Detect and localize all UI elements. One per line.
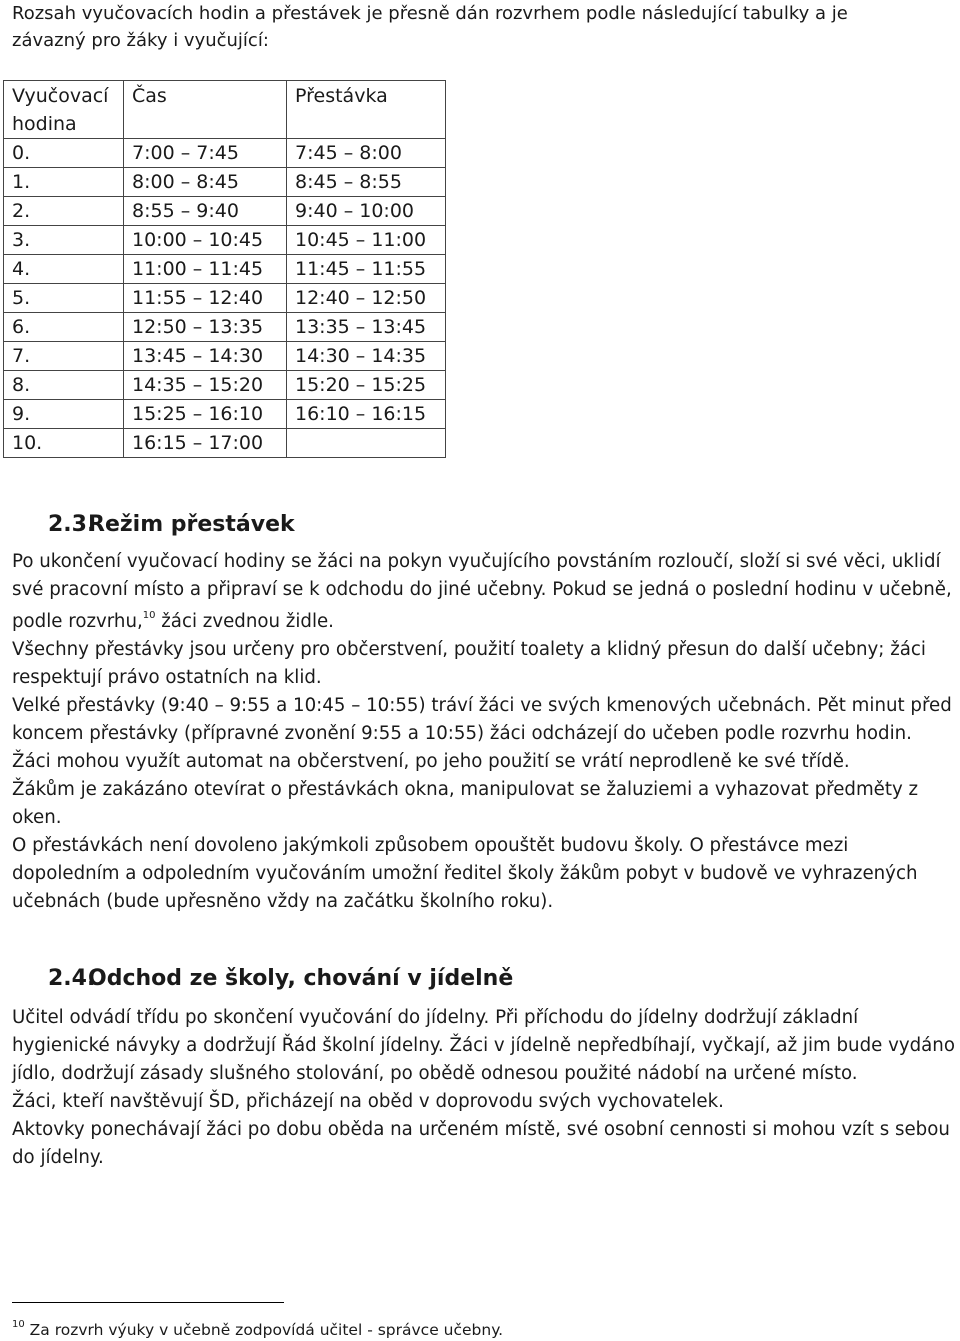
paragraph — [12, 548, 958, 636]
schedule-table — [3, 80, 446, 458]
cell-break: 8:45 – 8:55 — [287, 168, 446, 197]
table-row — [4, 284, 446, 313]
cell-lesson: 9. — [4, 400, 124, 429]
cell-break: 11:45 – 11:55 — [287, 255, 446, 284]
paragraph: Žáci mohou využít automat na občerstvení, po jeho použití se vrátí neprodleně ke své třídě. — [12, 751, 850, 773]
cell-break: 9:40 – 10:00 — [287, 197, 446, 226]
cell-time: 16:15 – 17:00 — [124, 429, 287, 458]
cell-time: 14:35 – 15:20 — [124, 371, 287, 400]
cell-break: 13:35 – 13:45 — [287, 313, 446, 342]
cell-lesson: 5. — [4, 284, 124, 313]
cell-lesson: 6. — [4, 313, 124, 342]
cell-time: 15:25 – 16:10 — [124, 400, 287, 429]
cell-time: 12:50 – 13:35 — [124, 313, 287, 342]
cell-lesson: 1. — [4, 168, 124, 197]
table-row — [4, 255, 446, 284]
header-time: Čas — [124, 81, 287, 139]
table-row — [4, 429, 446, 458]
cell-lesson: 2. — [4, 197, 124, 226]
cell-lesson: 4. — [4, 255, 124, 284]
footnote — [12, 1316, 503, 1341]
paragraph: Všechny přestávky jsou určeny pro občerstvení, použití toalety a klidný přesun do další učebny; žáci respektují právo ostatních na klid. — [12, 639, 926, 689]
paragraph: Žáci, kteří navštěvují ŠD, přicházejí na oběd v doprovodu svých vychovatelek. — [12, 1091, 724, 1112]
cell-break: 14:30 – 14:35 — [287, 342, 446, 371]
section-2-3-body — [12, 548, 958, 916]
section-heading-2-4 — [48, 966, 513, 991]
cell-time: 8:55 – 9:40 — [124, 197, 287, 226]
intro-text: Rozsah vyučovacích hodin a přestávek je přesně dán rozvrhem podle následující tabulky a je závazný pro žáky i vyučující: — [12, 3, 848, 51]
section-2-4-body — [12, 1004, 958, 1172]
cell-lesson: 3. — [4, 226, 124, 255]
table-row — [4, 313, 446, 342]
footnote-number: 10 — [12, 1319, 25, 1330]
cell-lesson: 7. — [4, 342, 124, 371]
paragraph-text: Po ukončení vyučovací hodiny se žáci na pokyn vyučujícího povstáním rozloučí, složí si své věci, uklidí své pracovní místo a připraví se k odchodu do jiné učebny. Pokud se jedná o poslední hodinu v učebně, podle rozvrhu, — [12, 551, 952, 633]
cell-break: 10:45 – 11:00 — [287, 226, 446, 255]
cell-time: 8:00 – 8:45 — [124, 168, 287, 197]
footnote-divider — [12, 1302, 284, 1303]
paragraph-text: žáci zvednou židle. — [155, 611, 334, 633]
cell-lesson: 8. — [4, 371, 124, 400]
cell-break: 12:40 – 12:50 — [287, 284, 446, 313]
paragraph: Žákům je zakázáno otevírat o přestávkách okna, manipulovat se žaluziemi a vyhazovat předměty z oken. — [12, 779, 919, 829]
paragraph: Aktovky ponechávají žáci po dobu oběda na určeném místě, své osobní cennosti si mohou vzít s sebou do jídelny. — [12, 1119, 950, 1168]
header-break: Přestávka — [287, 81, 446, 139]
footnote-text: Za rozvrh výuky v učebně zodpovídá učitel - správce učebny. — [24, 1321, 504, 1340]
table-row — [4, 400, 446, 429]
cell-break: 16:10 – 16:15 — [287, 400, 446, 429]
cell-break: 7:45 – 8:00 — [287, 139, 446, 168]
section-number: 2.4. — [48, 966, 96, 991]
header-lesson: Vyučovací hodina — [4, 81, 124, 139]
cell-time: 13:45 – 14:30 — [124, 342, 287, 371]
table-row — [4, 342, 446, 371]
paragraph: O přestávkách není dovoleno jakýmkoli způsobem opouštět budovu školy. O přestávce mezi dopoledním a odpoledním vyučováním umožní ředitel školy žákům pobyt v budově ve vyhrazených učebnách (bude upřesněno vždy na začátku školního roku). — [12, 835, 918, 913]
cell-lesson: 10. — [4, 429, 124, 458]
cell-time: 10:00 – 10:45 — [124, 226, 287, 255]
table-row — [4, 226, 446, 255]
cell-time: 7:00 – 7:45 — [124, 139, 287, 168]
footnote-ref: 10 — [142, 610, 156, 621]
cell-break — [287, 429, 446, 458]
cell-time: 11:55 – 12:40 — [124, 284, 287, 313]
table-row — [4, 139, 446, 168]
cell-time: 11:00 – 11:45 — [124, 255, 287, 284]
paragraph: Učitel odvádí třídu po skončení vyučování do jídelny. Při příchodu do jídelny dodržují základní hygienické návyky a dodržují Řád školní jídelny. Žáci v jídelně nepředbíhají, vyčkají, až jim bude vydáno jídlo, dodržují zásady slušného stolování, po obědě odnesou použité nádobí na určené místo. — [12, 1007, 955, 1084]
section-title: Odchod ze školy, chování v jídelně — [88, 966, 514, 991]
section-number: 2.3. — [48, 512, 96, 537]
section-title: Režim přestávek — [88, 512, 295, 537]
paragraph: Velké přestávky (9:40 – 9:55 a 10:45 – 10:55) tráví žáci ve svých kmenových učebnách. Pět minut před koncem přestávky (přípravné zvonění 9:55 a 10:55) žáci odcházejí do učeben podle rozvrhu hodin. — [12, 695, 952, 745]
table-header-row — [4, 81, 446, 139]
table-row — [4, 371, 446, 400]
cell-lesson: 0. — [4, 139, 124, 168]
table-row — [4, 168, 446, 197]
section-heading-2-3 — [48, 512, 295, 537]
cell-break: 15:20 – 15:25 — [287, 371, 446, 400]
table-row — [4, 197, 446, 226]
